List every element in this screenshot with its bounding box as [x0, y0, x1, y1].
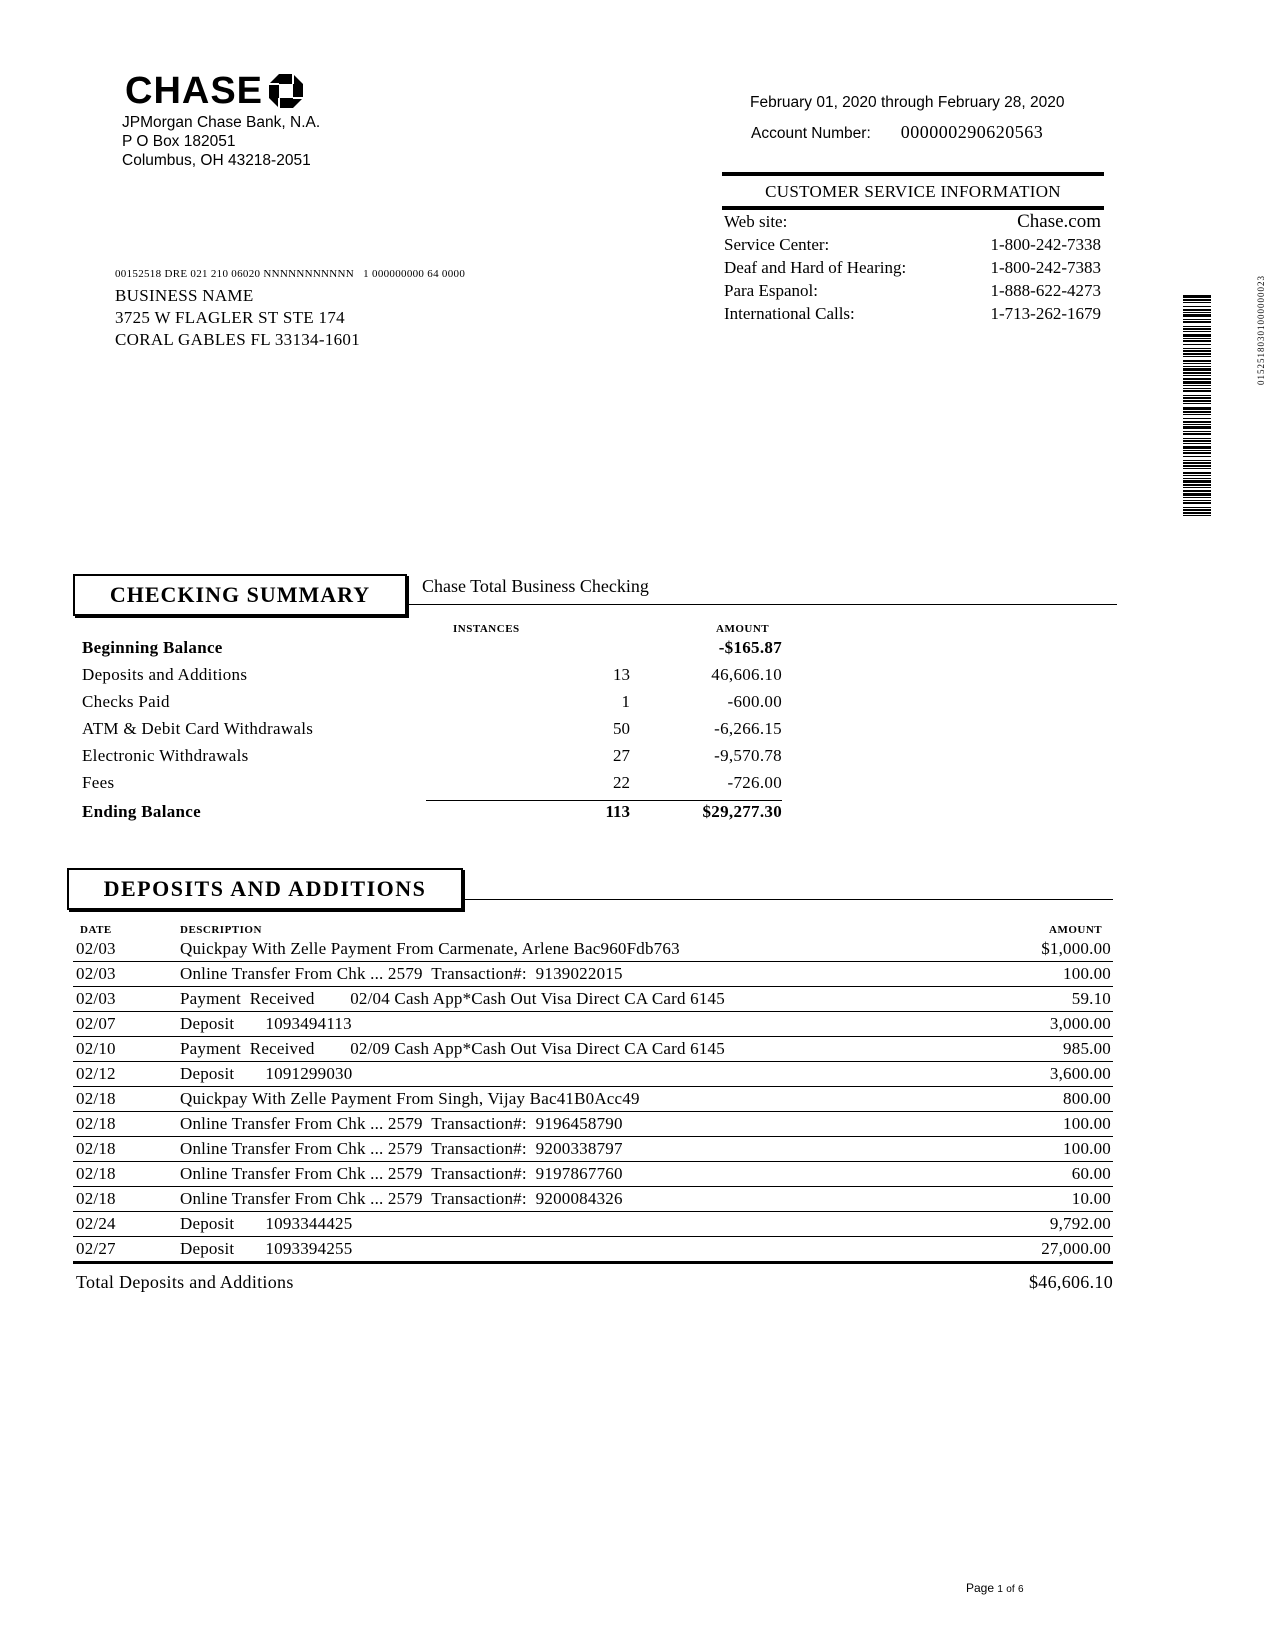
table-row: [73, 962, 1113, 987]
deposit-description: Deposit 1093344425: [180, 1214, 353, 1233]
summary-row: [82, 746, 782, 773]
summary-instances: 50: [613, 719, 630, 738]
amount-header: AMOUNT: [716, 623, 770, 635]
summary-row: [82, 719, 782, 746]
mailing-address: [115, 285, 360, 351]
cs-row-label: Para Espanol:: [724, 281, 818, 300]
account-number: 000000290620563: [900, 122, 1044, 142]
page-of: of: [1006, 1584, 1015, 1595]
table-row: [73, 1037, 1113, 1062]
summary-row: [82, 665, 782, 692]
address-name: BUSINESS NAME: [115, 286, 254, 305]
deposit-date: 02/07: [76, 1014, 116, 1033]
deposit-date: 02/12: [76, 1064, 116, 1083]
summary-amount: -600.00: [727, 692, 782, 711]
summary-label: Ending Balance: [82, 802, 201, 821]
bank-address: [122, 113, 320, 170]
deposits-title: DEPOSITS AND ADDITIONS: [67, 868, 463, 910]
chase-octagon-icon: [269, 74, 303, 108]
cs-row-label: Service Center:: [724, 235, 830, 254]
deposit-description: Payment Received 02/04 Cash App*Cash Out Visa Direct CA Card 6145: [180, 989, 725, 1008]
deposit-amount: 59.10: [1071, 989, 1111, 1008]
deposit-date: 02/24: [76, 1214, 116, 1233]
summary-amount: -726.00: [727, 773, 782, 792]
deposits-total: [76, 1272, 1113, 1293]
deposit-description: Deposit 1093494113: [180, 1014, 352, 1033]
deposit-description: Online Transfer From Chk ... 2579 Transaction#: 9197867760: [180, 1164, 623, 1183]
logo-text: CHASE: [125, 70, 264, 112]
deposit-description: Payment Received 02/09 Cash App*Cash Out Visa Direct CA Card 6145: [180, 1039, 725, 1058]
table-row: [73, 1187, 1113, 1212]
cs-row-label: International Calls:: [724, 304, 855, 323]
address-city: CORAL GABLES FL 33134-1601: [115, 330, 361, 349]
website-link[interactable]: Chase.com: [1017, 211, 1101, 232]
customer-service-title: CUSTOMER SERVICE INFORMATION: [765, 182, 1061, 201]
checking-summary-title: CHECKING SUMMARY: [73, 574, 407, 616]
deposit-description: Online Transfer From Chk ... 2579 Transaction#: 9200084326: [180, 1189, 623, 1208]
phone-number: 1-713-262-1679: [990, 304, 1101, 323]
customer-service-list: [722, 210, 1104, 325]
deposit-amount: 27,000.00: [1041, 1239, 1111, 1258]
phone-number: 1-800-242-7383: [990, 258, 1101, 277]
summary-amount: -9,570.78: [714, 746, 782, 765]
instances-header: INSTANCES: [453, 623, 520, 635]
phone-number: 1-800-242-7338: [990, 235, 1101, 254]
deposit-date: 02/10: [76, 1039, 116, 1058]
table-row: [73, 1087, 1113, 1112]
deposit-amount: 100.00: [1063, 964, 1111, 983]
deposit-description: Quickpay With Zelle Payment From Singh, Vijay Bac41B0Acc49: [180, 1089, 640, 1108]
customer-service-row: [722, 210, 1104, 233]
deposits-total-amount: $46,606.10: [1029, 1272, 1113, 1292]
summary-label: Checks Paid: [82, 692, 170, 711]
deposit-description: Quickpay With Zelle Payment From Carmenate, Arlene Bac960Fdb763: [180, 939, 680, 958]
page-number: [966, 1581, 1024, 1595]
deposit-date: 02/18: [76, 1189, 116, 1208]
deposit-amount-header: AMOUNT: [1049, 924, 1103, 936]
summary-instances: 13: [613, 665, 630, 684]
cs-row-label: Web site:: [724, 212, 788, 231]
deposit-date: 02/18: [76, 1089, 116, 1108]
table-row: [73, 1062, 1113, 1087]
summary-label: Beginning Balance: [82, 638, 223, 657]
chase-logo: [125, 72, 303, 110]
deposit-description: Online Transfer From Chk ... 2579 Transaction#: 9200338797: [180, 1139, 623, 1158]
bank-po-box: P O Box 182051: [122, 133, 236, 150]
deposit-description: Online Transfer From Chk ... 2579 Transaction#: 9196458790: [180, 1114, 623, 1133]
deposit-date: 02/18: [76, 1139, 116, 1158]
deposit-amount: 985.00: [1063, 1039, 1111, 1058]
deposit-amount: $1,000.00: [1041, 939, 1111, 958]
bank-name: JPMorgan Chase Bank, N.A.: [122, 114, 321, 131]
customer-service-row: [722, 279, 1104, 302]
summary-instances: 27: [613, 746, 630, 765]
phone-number: 1-888-622-4273: [990, 281, 1101, 300]
account-number-line: [751, 122, 1043, 143]
deposit-amount: 10.00: [1071, 1189, 1111, 1208]
table-row: [73, 1012, 1113, 1037]
deposit-amount: 100.00: [1063, 1139, 1111, 1158]
deposit-amount: 800.00: [1063, 1089, 1111, 1108]
table-row: [73, 987, 1113, 1012]
summary-amount: $29,277.30: [702, 802, 782, 821]
deposit-description: Online Transfer From Chk ... 2579 Transaction#: 9139022015: [180, 964, 623, 983]
deposit-amount: 3,600.00: [1049, 1064, 1111, 1083]
table-row: [73, 1237, 1113, 1264]
table-row: [73, 1112, 1113, 1137]
product-name: Chase Total Business Checking: [422, 576, 649, 596]
barcode-number: 01525180301000000023: [1256, 275, 1266, 385]
page-current: 1: [997, 1584, 1003, 1595]
deposits-table: [73, 937, 1113, 1264]
statement-period: February 01, 2020 through February 28, 2020: [750, 94, 1065, 111]
deposit-amount: 60.00: [1071, 1164, 1111, 1183]
description-header: DESCRIPTION: [180, 924, 262, 936]
summary-divider: [405, 604, 1117, 605]
summary-instances: 113: [605, 802, 630, 821]
summary-row: [82, 692, 782, 719]
customer-service-box: [722, 172, 1104, 325]
summary-row: [82, 638, 782, 665]
summary-label: Fees: [82, 773, 115, 792]
account-number-label: Account Number:: [751, 125, 871, 142]
deposits-total-label: Total Deposits and Additions: [76, 1272, 294, 1292]
table-row: [73, 1212, 1113, 1237]
summary-instances: 22: [613, 773, 630, 792]
address-street: 3725 W FLAGLER ST STE 174: [115, 308, 345, 327]
summary-total-rule: [426, 800, 782, 801]
table-row: [73, 1137, 1113, 1162]
summary-amount: 46,606.10: [711, 665, 782, 684]
deposit-date: 02/03: [76, 939, 116, 958]
routing-line: 00152518 DRE 021 210 06020 NNNNNNNNNNN 1 000000000 64 0000: [115, 268, 466, 280]
table-row: [73, 1162, 1113, 1187]
deposit-description: Deposit 1093394255: [180, 1239, 353, 1258]
barcode-icon: [1183, 295, 1211, 517]
page-word: Page: [966, 1581, 995, 1595]
summary-row: [82, 802, 782, 829]
summary-label: Deposits and Additions: [82, 665, 248, 684]
page-total: 6: [1017, 1584, 1024, 1595]
deposit-date: 02/27: [76, 1239, 116, 1258]
date-header: DATE: [80, 924, 112, 936]
customer-service-row: [722, 233, 1104, 256]
deposit-amount: 100.00: [1063, 1114, 1111, 1133]
summary-label: ATM & Debit Card Withdrawals: [82, 719, 314, 738]
deposit-amount: 9,792.00: [1049, 1214, 1111, 1233]
deposit-date: 02/18: [76, 1164, 116, 1183]
customer-service-row: [722, 256, 1104, 279]
cs-row-label: Deaf and Hard of Hearing:: [724, 258, 907, 277]
customer-service-row: [722, 302, 1104, 325]
deposit-date: 02/03: [76, 964, 116, 983]
summary-row: [82, 773, 782, 800]
summary-amount: -$165.87: [718, 638, 782, 657]
deposit-date: 02/03: [76, 989, 116, 1008]
table-row: [73, 937, 1113, 962]
deposit-description: Deposit 1091299030: [180, 1064, 353, 1083]
bank-city: Columbus, OH 43218-2051: [122, 152, 311, 169]
summary-instances: 1: [621, 692, 630, 711]
deposit-amount: 3,000.00: [1049, 1014, 1111, 1033]
deposits-divider: [463, 899, 1113, 900]
summary-label: Electronic Withdrawals: [82, 746, 249, 765]
deposit-date: 02/18: [76, 1114, 116, 1133]
summary-amount: -6,266.15: [714, 719, 782, 738]
